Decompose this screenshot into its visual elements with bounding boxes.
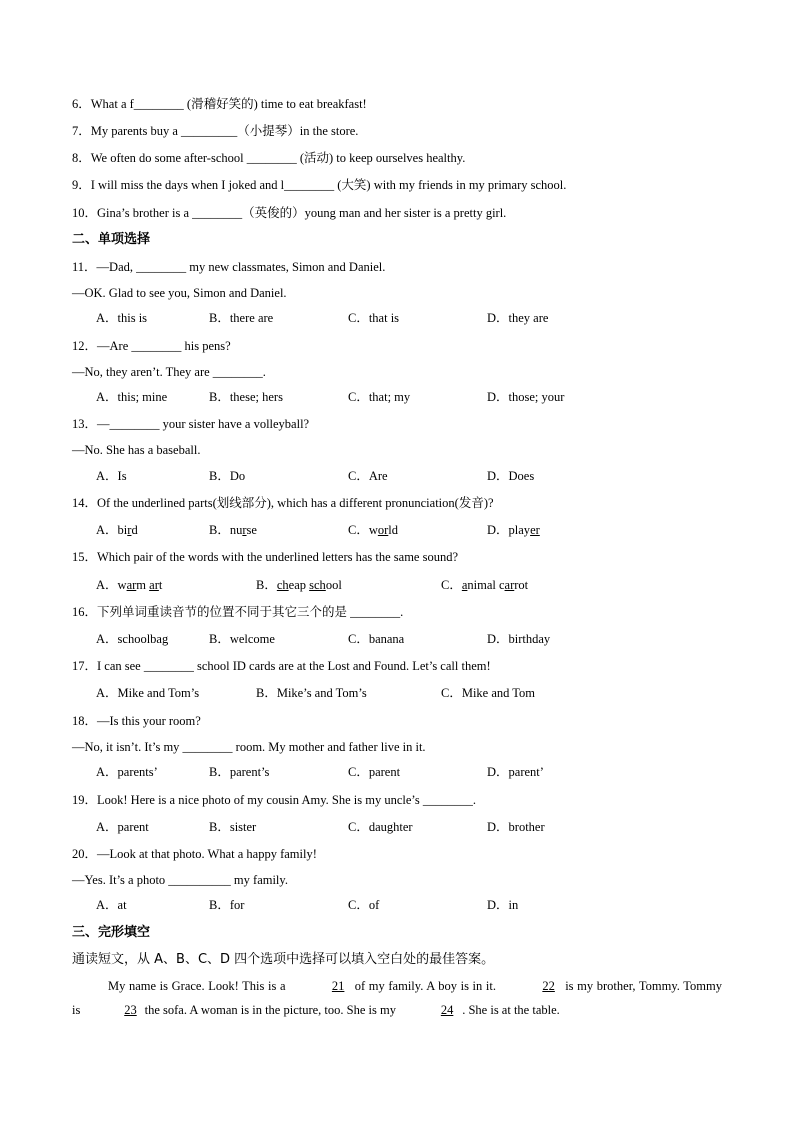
section-2-title: 二、单项选择 xyxy=(72,232,151,247)
question-13-stem: 13．—________ your sister have a volleyball? xyxy=(72,417,310,431)
q14-option-c: C．world xyxy=(348,523,399,537)
q19-option-c: C．daughter xyxy=(348,820,413,834)
q19-option-a: A．parent xyxy=(96,820,149,834)
q11-option-a: A．this is xyxy=(96,311,148,325)
q11-option-b: B．there are xyxy=(209,311,274,325)
question-16-stem: 16．下列单词重读音节的位置不同于其它三个的是 ________. xyxy=(72,605,404,619)
q17-option-c: C．Mike and Tom xyxy=(441,686,536,700)
question-12-reply: —No, they aren’t. They are ________. xyxy=(72,365,266,379)
q12-option-d: D．those; your xyxy=(487,390,565,404)
q16-option-c: C．banana xyxy=(348,632,405,646)
q16-option-b: B．welcome xyxy=(209,632,275,646)
q13-option-d: D．Does xyxy=(487,469,535,483)
q12-option-c: C．that; my xyxy=(348,390,411,404)
question-18-stem: 18．—Is this your room? xyxy=(72,714,201,728)
q17-option-a: A．Mike and Tom’s xyxy=(96,686,200,700)
cloze-instruction: 通读短文，从 A、B、C、D 四个选项中选择可以填入空白处的最佳答案。 xyxy=(72,952,495,967)
question-11-reply: —OK. Glad to see you, Simon and Daniel. xyxy=(72,286,287,300)
q14-option-a: A．bird xyxy=(96,523,138,537)
blank-24: 24 xyxy=(440,1003,454,1017)
q15-option-c: C．animal carrot xyxy=(441,578,529,592)
question-13-reply: —No. She has a baseball. xyxy=(72,443,201,457)
blank-23: 23 xyxy=(124,1003,137,1017)
q14-option-d: D．player xyxy=(487,523,540,537)
question-11-stem: 11．—Dad, ________ my new classmates, Simon and Daniel. xyxy=(72,260,386,274)
q18-option-c: C．parent xyxy=(348,765,401,779)
q17-option-b: B．Mike’s and Tom’s xyxy=(256,686,367,700)
q12-option-b: B．these; hers xyxy=(209,390,283,404)
q20-option-d: D．in xyxy=(487,898,519,912)
q20-option-c: C．of xyxy=(348,898,380,912)
question-12-stem: 12．—Are ________ his pens? xyxy=(72,339,231,353)
question-18-reply: —No, it isn’t. It’s my ________ room. My mother and father live in it. xyxy=(72,740,426,754)
cloze-passage: My name is Grace. Look! This is a 21 of my family. A boy is in it. 22 is my brother, Tommy. Tommy is 23 the sofa. A woman is in the picture, too. She is my 24 . She is at the table. xyxy=(72,974,722,1022)
question-6: 6．What a f________ (滑稽好笑的) time to eat breakfast! xyxy=(72,97,367,111)
q19-option-b: B．sister xyxy=(209,820,257,834)
question-17-stem: 17．I can see ________ school ID cards are at the Lost and Found. Let’s call them! xyxy=(72,659,491,673)
q19-option-d: D．brother xyxy=(487,820,545,834)
q18-option-d: D．parent’ xyxy=(487,765,544,779)
blank-21: 21 xyxy=(331,979,345,993)
question-8: 8．We often do some after-school ________ (活动) to keep ourselves healthy. xyxy=(72,151,466,165)
question-7: 7．My parents buy a _________（小提琴）in the store. xyxy=(72,124,359,138)
question-19-stem: 19．Look! Here is a nice photo of my cousin Amy. She is my uncle’s ________. xyxy=(72,793,476,807)
q13-option-c: C．Are xyxy=(348,469,388,483)
q15-option-a: A．warm art xyxy=(96,578,163,592)
q11-option-d: D．they are xyxy=(487,311,549,325)
q15-option-b: B．cheap school xyxy=(256,578,342,592)
question-10: 10．Gina’s brother is a ________（英俊的）young man and her sister is a pretty girl. xyxy=(72,206,507,220)
q16-option-d: D．birthday xyxy=(487,632,551,646)
q11-option-c: C．that is xyxy=(348,311,400,325)
q16-option-a: A．schoolbag xyxy=(96,632,169,646)
question-9: 9．I will miss the days when I joked and l________ (大笑) with my friends in my primary school. xyxy=(72,178,567,192)
q18-option-b: B．parent’s xyxy=(209,765,270,779)
section-3-title: 三、完形填空 xyxy=(72,925,151,940)
q13-option-b: B．Do xyxy=(209,469,246,483)
q12-option-a: A．this; mine xyxy=(96,390,168,404)
blank-22: 22 xyxy=(542,979,555,993)
question-15-stem: 15．Which pair of the words with the underlined letters has the same sound? xyxy=(72,550,459,564)
question-20-reply: —Yes. It’s a photo __________ my family. xyxy=(72,873,288,887)
q20-option-b: B．for xyxy=(209,898,245,912)
q20-option-a: A．at xyxy=(96,898,127,912)
q13-option-a: A．Is xyxy=(96,469,127,483)
q14-option-b: B．nurse xyxy=(209,523,257,537)
question-14-stem: 14．Of the underlined parts(划线部分), which has a different pronunciation(发音)? xyxy=(72,496,494,510)
question-20-stem: 20．—Look at that photo. What a happy family! xyxy=(72,847,317,861)
q18-option-a: A．parents’ xyxy=(96,765,158,779)
